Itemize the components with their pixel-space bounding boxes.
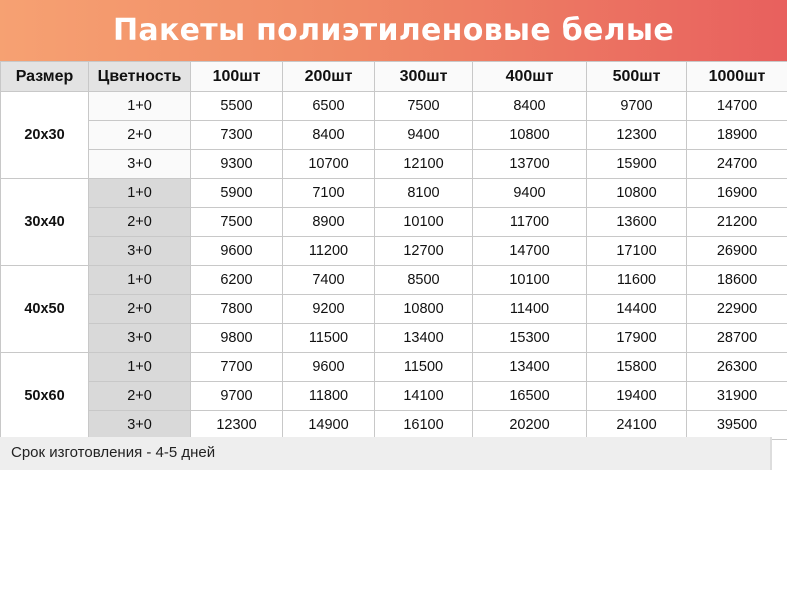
price-cell: 13400	[375, 324, 473, 353]
header-size: Размер	[1, 62, 89, 92]
price-cell: 22900	[687, 295, 787, 324]
table-row	[1, 295, 787, 324]
price-cell: 13700	[473, 150, 587, 179]
price-cell: 7500	[191, 208, 283, 237]
price-cell: 16100	[375, 411, 473, 440]
price-cell: 9800	[191, 324, 283, 353]
price-cell: 10800	[473, 121, 587, 150]
header-qty-300: 300шт	[375, 62, 473, 92]
table-row	[1, 150, 787, 179]
price-cell: 5900	[191, 179, 283, 208]
price-cell: 11400	[473, 295, 587, 324]
header-qty-1000: 1000шт	[687, 62, 787, 92]
price-cell: 24100	[587, 411, 687, 440]
price-cell: 9600	[191, 237, 283, 266]
table-row	[1, 353, 787, 382]
header-qty-200: 200шт	[283, 62, 375, 92]
price-cell: 13400	[473, 353, 587, 382]
color-cell: 3+0	[89, 324, 191, 353]
price-cell: 31900	[687, 382, 787, 411]
price-cell: 11800	[283, 382, 375, 411]
price-cell: 14400	[587, 295, 687, 324]
price-cell: 28700	[687, 324, 787, 353]
color-cell: 2+0	[89, 382, 191, 411]
header-qty-500: 500шт	[587, 62, 687, 92]
price-cell: 9700	[191, 382, 283, 411]
header-color: Цветность	[89, 62, 191, 92]
price-cell: 10700	[283, 150, 375, 179]
color-cell: 2+0	[89, 121, 191, 150]
price-cell: 10800	[587, 179, 687, 208]
price-cell: 10100	[473, 266, 587, 295]
price-cell: 9200	[283, 295, 375, 324]
title-banner	[0, 0, 787, 61]
price-cell: 17900	[587, 324, 687, 353]
price-cell: 16900	[687, 179, 787, 208]
color-cell: 2+0	[89, 208, 191, 237]
price-cell: 14900	[283, 411, 375, 440]
price-table	[0, 61, 787, 440]
production-time-bar	[0, 437, 772, 470]
price-cell: 24700	[687, 150, 787, 179]
size-cell: 40х50	[1, 266, 89, 353]
price-cell: 10800	[375, 295, 473, 324]
color-cell: 1+0	[89, 179, 191, 208]
price-cell: 11500	[375, 353, 473, 382]
price-cell: 12300	[191, 411, 283, 440]
price-cell: 7100	[283, 179, 375, 208]
price-cell: 15800	[587, 353, 687, 382]
price-cell: 14700	[473, 237, 587, 266]
price-cell: 21200	[687, 208, 787, 237]
table-row	[1, 179, 787, 208]
size-cell: 20х30	[1, 92, 89, 179]
price-cell: 9300	[191, 150, 283, 179]
price-cell: 18900	[687, 121, 787, 150]
price-cell: 12700	[375, 237, 473, 266]
table-row	[1, 324, 787, 353]
price-cell: 14700	[687, 92, 787, 121]
price-cell: 17100	[587, 237, 687, 266]
price-cell: 26300	[687, 353, 787, 382]
table-row	[1, 411, 787, 440]
color-cell: 3+0	[89, 411, 191, 440]
price-cell: 5500	[191, 92, 283, 121]
production-time-note: Срок изготовления - 4-5 дней	[11, 444, 216, 461]
price-cell: 10100	[375, 208, 473, 237]
header-qty-400: 400шт	[473, 62, 587, 92]
price-cell: 18600	[687, 266, 787, 295]
header-row	[1, 62, 787, 92]
price-cell: 8400	[473, 92, 587, 121]
price-cell: 6500	[283, 92, 375, 121]
price-cell: 12100	[375, 150, 473, 179]
table-row	[1, 121, 787, 150]
color-cell: 1+0	[89, 92, 191, 121]
price-cell: 8400	[283, 121, 375, 150]
price-cell: 39500	[687, 411, 787, 440]
price-cell: 16500	[473, 382, 587, 411]
page-title: Пакеты полиэтиленовые белые	[113, 13, 674, 48]
price-cell: 19400	[587, 382, 687, 411]
price-cell: 7700	[191, 353, 283, 382]
price-cell: 11500	[283, 324, 375, 353]
size-cell: 50х60	[1, 353, 89, 440]
price-cell: 8900	[283, 208, 375, 237]
price-cell: 15900	[587, 150, 687, 179]
table-row	[1, 266, 787, 295]
price-cell: 7400	[283, 266, 375, 295]
price-cell: 15300	[473, 324, 587, 353]
price-cell: 7300	[191, 121, 283, 150]
price-cell: 20200	[473, 411, 587, 440]
table-row	[1, 382, 787, 411]
table-row	[1, 237, 787, 266]
price-cell: 6200	[191, 266, 283, 295]
color-cell: 2+0	[89, 295, 191, 324]
price-cell: 7500	[375, 92, 473, 121]
size-cell: 30х40	[1, 179, 89, 266]
table-row	[1, 92, 787, 121]
price-cell: 12300	[587, 121, 687, 150]
header-qty-100: 100шт	[191, 62, 283, 92]
price-cell: 9400	[375, 121, 473, 150]
color-cell: 1+0	[89, 353, 191, 382]
price-cell: 8100	[375, 179, 473, 208]
price-cell: 9600	[283, 353, 375, 382]
price-cell: 9400	[473, 179, 587, 208]
price-cell: 8500	[375, 266, 473, 295]
color-cell: 1+0	[89, 266, 191, 295]
table-row	[1, 208, 787, 237]
color-cell: 3+0	[89, 237, 191, 266]
price-cell: 7800	[191, 295, 283, 324]
price-cell: 9700	[587, 92, 687, 121]
price-cell: 13600	[587, 208, 687, 237]
price-cell: 11700	[473, 208, 587, 237]
color-cell: 3+0	[89, 150, 191, 179]
price-cell: 14100	[375, 382, 473, 411]
price-table-body	[1, 92, 787, 440]
price-cell: 11600	[587, 266, 687, 295]
price-cell: 11200	[283, 237, 375, 266]
price-cell: 26900	[687, 237, 787, 266]
